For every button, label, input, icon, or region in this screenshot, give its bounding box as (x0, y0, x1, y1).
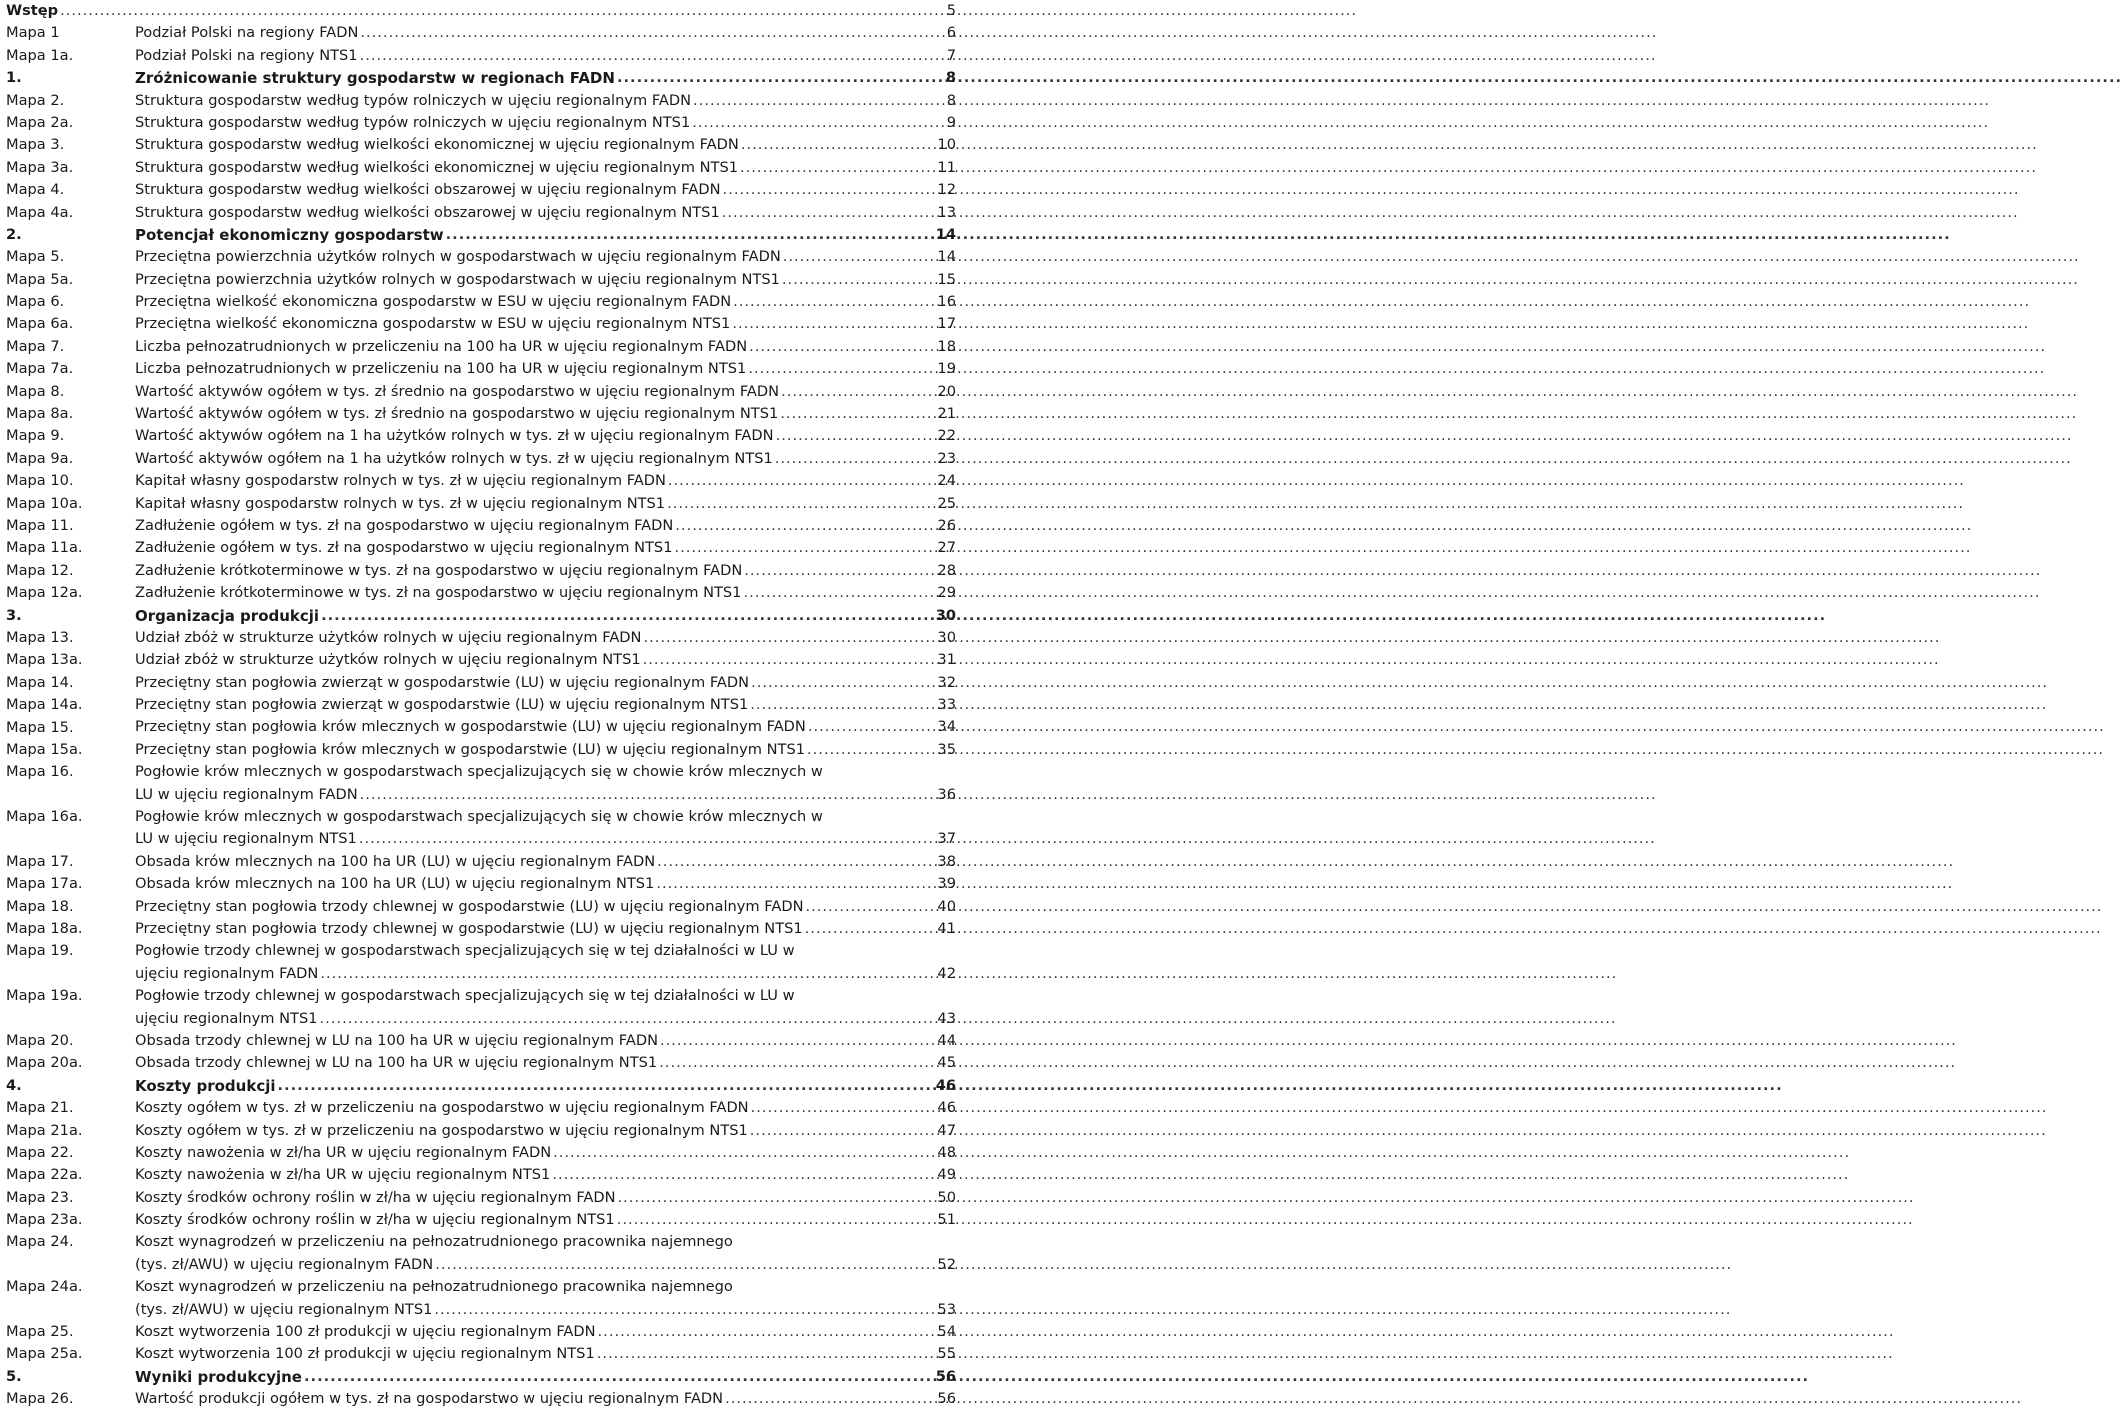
toc-chapter-heading[interactable] (0, 224, 960, 246)
toc-entry-label: Mapa 9a. (6, 449, 74, 467)
toc-entry-title: Pogłowie krów mlecznych w gospodarstwach specjalizujących się w chowie krów mlecznych w (135, 808, 823, 826)
toc-page-number: 7 (946, 46, 956, 64)
toc-entry-label: Mapa 6a. (6, 315, 74, 333)
toc-entry-label: Mapa 12. (6, 561, 74, 579)
dot-leader (360, 22, 944, 44)
toc-map-entry[interactable] (0, 269, 960, 291)
toc-entry-title: Zadłużenie krótkoterminowe w tys. zł na gospodarstwo w ujęciu regionalnym FADN (135, 561, 743, 579)
dot-leader (741, 134, 936, 156)
toc-page-number: 8 (945, 69, 956, 87)
toc-chapter-heading[interactable] (0, 67, 960, 89)
dot-leader (748, 358, 935, 380)
toc-page-number: 19 (937, 360, 956, 378)
toc-entry-label: Mapa 22a. (6, 1166, 83, 1184)
toc-entry-label: Mapa 8. (6, 382, 65, 400)
toc-entry-title: Przeciętna powierzchnia użytków rolnych w gospodarstwach w ujęciu regionalnym FADN (135, 248, 781, 266)
dot-leader (598, 1321, 936, 1343)
toc-page-number: 50 (937, 1188, 956, 1206)
toc-entry-title: Wartość aktywów ogółem w tys. zł średnio na gospodarstwo w ujęciu regionalnym NTS1 (135, 405, 779, 423)
toc-entry-label: 2. (6, 225, 22, 243)
toc-map-entry[interactable] (0, 358, 960, 380)
toc-map-entry[interactable] (0, 873, 960, 895)
toc-map-entry[interactable] (0, 381, 960, 403)
toc-map-entry[interactable] (0, 649, 960, 671)
toc-page-number: 15 (937, 270, 956, 288)
dot-leader (360, 45, 945, 67)
toc-entry-title: Podział Polski na regiony FADN (135, 24, 359, 42)
toc-page-number: 48 (937, 1143, 956, 1161)
toc-entry-label: Mapa 18a. (6, 920, 83, 938)
toc-map-entry[interactable] (0, 313, 960, 335)
toc-entry-title: Liczba pełnozatrudnionych w przeliczeniu na 100 ha UR w ujęciu regionalnym FADN (135, 337, 748, 355)
toc-entry-title: Koszty nawożenia w zł/ha UR w ujęciu regionalnym NTS1 (135, 1166, 551, 1184)
dot-leader (744, 560, 935, 582)
dot-leader (60, 0, 945, 22)
toc-map-entry[interactable] (0, 1231, 960, 1276)
dot-leader (435, 1254, 935, 1276)
toc-map-entry[interactable] (0, 246, 960, 268)
toc-map-entry[interactable] (0, 806, 960, 851)
dot-leader (656, 873, 935, 895)
toc-page-number: 44 (937, 1031, 956, 1049)
toc-entry-label: Mapa 3a. (6, 158, 74, 176)
toc-page-number: 6 (946, 24, 956, 42)
toc-page-number: 12 (937, 181, 956, 199)
toc-chapter-heading[interactable] (0, 1366, 960, 1388)
toc-entry-label: Mapa 15. (6, 718, 74, 736)
toc-entry-title: Przeciętny stan pogłowia krów mlecznych w gospodarstwie (LU) w ujęciu regionalnym FADN (135, 718, 806, 736)
toc-entry-title: Podział Polski na regiony NTS1 (135, 46, 358, 64)
toc-map-entry[interactable] (0, 1276, 960, 1321)
dot-leader (723, 179, 936, 201)
toc-map-entry[interactable] (0, 1164, 960, 1186)
dot-leader (660, 1030, 935, 1052)
dot-leader (278, 1075, 934, 1097)
toc-entry-title: Obsada krów mlecznych na 100 ha UR (LU) w ujęciu regionalnym FADN (135, 852, 656, 870)
toc-entry-title: Koszt wynagrodzeń w przeliczeniu na pełnozatrudnionego pracownika najemnego (135, 1278, 733, 1296)
toc-entry-label: Mapa 13. (6, 628, 74, 646)
toc-page-number: 37 (937, 830, 956, 848)
dot-leader (446, 224, 934, 246)
toc-entry-title: Zadłużenie ogółem w tys. zł na gospodarstwo w ujęciu regionalnym FADN (135, 516, 674, 534)
toc-map-entry[interactable] (0, 851, 960, 873)
dot-leader (668, 470, 936, 492)
toc-entry-title: Przeciętny stan pogłowia zwierząt w gospodarstwie (LU) w ujęciu regionalnym FADN (135, 673, 750, 691)
toc-entry-title: Struktura gospodarstw według wielkości ekonomicznej w ujęciu regionalnym FADN (135, 136, 739, 154)
dot-leader (304, 1366, 934, 1388)
toc-entry-title: Zadłużenie ogółem w tys. zł na gospodarstwo w ujęciu regionalnym NTS1 (135, 539, 673, 557)
toc-map-entry[interactable] (0, 1209, 960, 1231)
toc-map-entry[interactable] (0, 90, 960, 112)
toc-page-number: 31 (937, 651, 956, 669)
toc-entry-label: 1. (6, 69, 22, 87)
toc-map-entry[interactable] (0, 560, 960, 582)
toc-map-entry[interactable] (0, 1343, 960, 1365)
toc-chapter-heading[interactable] (0, 605, 960, 627)
toc-entry-title-continued: ujęciu regionalnym FADN (135, 964, 319, 982)
dot-leader (750, 694, 935, 716)
toc-page-number: 5 (946, 1, 956, 19)
toc-map-entry[interactable] (0, 1321, 960, 1343)
toc-page-number: 22 (937, 427, 956, 445)
toc-entry-title: Udział zbóż w strukturze użytków rolnych w ujęciu regionalnym FADN (135, 628, 642, 646)
toc-entry-title: Wstęp (6, 1, 59, 19)
toc-entry-label: Mapa 14. (6, 673, 74, 691)
toc-page-number: 40 (937, 897, 956, 915)
dot-leader (692, 112, 944, 134)
dot-leader (750, 1120, 936, 1142)
toc-entry-label: Mapa 24a. (6, 1278, 83, 1296)
toc-entry-title: Koszty nawożenia w zł/ha UR w ujęciu regionalnym FADN (135, 1143, 552, 1161)
toc-page-number: 46 (935, 1076, 956, 1094)
toc-entry-label: Mapa 22. (6, 1143, 74, 1161)
toc-page-number: 10 (937, 136, 956, 154)
toc-page-number: 14 (937, 248, 956, 266)
toc-map-entry[interactable] (0, 627, 960, 649)
toc-map-entry[interactable] (0, 470, 960, 492)
dot-leader (743, 582, 935, 604)
toc-entry-label: Mapa 6. (6, 293, 65, 311)
dot-leader (657, 851, 935, 873)
dot-leader (781, 381, 935, 403)
toc-page-number: 32 (937, 673, 956, 691)
toc-page-number: 39 (937, 875, 956, 893)
dot-leader (434, 1299, 935, 1321)
toc-entry-label: Mapa 11. (6, 516, 74, 534)
toc-page-number: 9 (946, 113, 956, 131)
toc-entry-title: Przeciętny stan pogłowia trzody chlewnej w gospodarstwie (LU) w ujęciu regionalnym NTS1 (135, 920, 803, 937)
toc-entry-label: Mapa 7. (6, 337, 65, 355)
dot-leader (659, 1052, 935, 1074)
toc-entry-title: Kapitał własny gospodarstw rolnych w tys. zł w ujęciu regionalnym FADN (135, 472, 666, 490)
toc-page-number: 20 (937, 382, 956, 400)
toc-entry-label: Mapa 14a. (6, 696, 83, 714)
toc-map-entry[interactable] (0, 1052, 960, 1074)
dot-leader (597, 1343, 936, 1365)
toc-entry-title: Struktura gospodarstw według wielkości ekonomicznej w ujęciu regionalnym NTS1 (135, 158, 739, 176)
toc-entry-title: Przeciętny stan pogłowia krów mlecznych w gospodarstwie (LU) w ujęciu regionalnym NTS1 (135, 740, 806, 758)
toc-page-number: 45 (937, 1054, 956, 1072)
toc-entry-label: Mapa 1a. (6, 46, 74, 64)
toc-entry-title: Zadłużenie krótkoterminowe w tys. zł na gospodarstwo w ujęciu regionalnym NTS1 (135, 584, 742, 602)
toc-entry-label: Mapa 5a. (6, 270, 74, 288)
toc-page-number: 30 (937, 628, 956, 646)
toc-entry-label: Mapa 23a. (6, 1211, 83, 1229)
dot-leader (776, 425, 936, 447)
toc-page-number: 36 (937, 785, 956, 803)
dot-leader (805, 896, 935, 918)
dot-leader (780, 403, 935, 425)
toc-entry-title-continued: LU w ujęciu regionalnym FADN (135, 785, 358, 803)
toc-entry-label: Mapa 12a. (6, 584, 83, 602)
toc-map-entry[interactable] (0, 22, 960, 44)
toc-entry-title: Kapitał własny gospodarstw rolnych w tys. zł w ujęciu regionalnym NTS1 (135, 494, 666, 512)
toc-entry-label: Mapa 3. (6, 136, 65, 154)
toc-page-number: 34 (937, 718, 956, 736)
toc-entry-label: Mapa 17. (6, 852, 74, 870)
dot-leader (751, 672, 935, 694)
toc-entry-title-continued: ujęciu regionalnym NTS1 (135, 1009, 318, 1027)
toc-entry-title: Wartość aktywów ogółem na 1 ha użytków rolnych w tys. zł w ujęciu regionalnym NTS1 (135, 449, 773, 467)
toc-map-entry[interactable] (0, 291, 960, 313)
toc-entry-title: Wyniki produkcyjne (135, 1367, 302, 1386)
toc-entry-label: Mapa 10a. (6, 494, 83, 512)
toc-entry-title: Koszty środków ochrony roślin w zł/ha w ujęciu regionalnym NTS1 (135, 1211, 615, 1229)
toc-page-number: 56 (935, 1367, 956, 1385)
toc-entry-label: Mapa 20. (6, 1031, 74, 1049)
dot-leader (643, 649, 936, 671)
toc-entry-label: Mapa 2a. (6, 113, 74, 131)
dot-leader (722, 202, 936, 224)
toc-map-entry[interactable] (0, 940, 960, 985)
toc-page-number: 14 (935, 225, 956, 243)
toc-entry-title: Udział zbóż w strukturze użytków rolnych w ujęciu regionalnym NTS1 (135, 651, 641, 669)
toc-page-number: 28 (937, 561, 956, 579)
toc-entry-title: Koszty ogółem w tys. zł w przeliczeniu na gospodarstwo w ujęciu regionalnym FADN (135, 1099, 749, 1117)
toc-entry-title: Wartość produkcji ogółem w tys. zł na gospodarstwo w ujęciu regionalnym FADN (135, 1390, 724, 1408)
toc-map-entry[interactable] (0, 1097, 960, 1119)
toc-page-number: 30 (935, 606, 956, 624)
toc-map-entry[interactable] (0, 694, 960, 716)
toc-entry-title: Koszty ogółem w tys. zł w przeliczeniu na gospodarstwo w ujęciu regionalnym NTS1 (135, 1121, 748, 1139)
toc-entry-title: Struktura gospodarstw według wielkości obszarowej w ujęciu regionalnym NTS1 (135, 203, 720, 221)
toc-entry-title: Koszt wytworzenia 100 zł produkcji w ujęciu regionalnym NTS1 (135, 1345, 595, 1363)
toc-page-number: 49 (937, 1166, 956, 1184)
toc-entry-title: Potencjał ekonomiczny gospodarstw (135, 225, 444, 244)
toc-entry-title: Zróżnicowanie struktury gospodarstw w regionach FADN (135, 69, 615, 88)
toc-map-entry[interactable] (0, 1120, 960, 1142)
toc-entry-title: Przeciętny stan pogłowia trzody chlewnej w gospodarstwie (LU) w ujęciu regionalnym FADN (135, 897, 804, 915)
toc-entry-label: Mapa 20a. (6, 1054, 83, 1072)
dot-leader (360, 784, 936, 806)
toc-entry-label: Mapa 15a. (6, 740, 83, 758)
toc-entry-title: Koszty produkcji (135, 1076, 276, 1095)
toc-map-entry[interactable] (0, 112, 960, 134)
toc-map-entry[interactable] (0, 672, 960, 694)
toc-entry-title: Wartość aktywów ogółem na 1 ha użytków rolnych w tys. zł w ujęciu regionalnym FADN (135, 427, 774, 445)
toc-entry-label: Mapa 16a. (6, 808, 83, 826)
toc-entry-label: Mapa 9. (6, 427, 65, 445)
toc-entry-label: Mapa 17a. (6, 875, 83, 893)
toc-map-entry[interactable] (0, 403, 960, 425)
toc-page-number: 16 (937, 293, 956, 311)
dot-leader (320, 963, 935, 985)
toc-entry-label: Mapa 10. (6, 472, 74, 490)
toc-page-number: 47 (937, 1121, 956, 1139)
dot-leader (321, 605, 934, 627)
toc-page-number: 53 (937, 1300, 956, 1318)
toc-entry-label: Mapa 25. (6, 1323, 74, 1341)
table-of-contents (0, 0, 960, 1411)
toc-map-entry[interactable] (0, 425, 960, 447)
dot-leader (617, 67, 944, 89)
dot-leader (552, 1164, 935, 1186)
toc-entry-title: Pogłowie trzody chlewnej w gospodarstwach specjalizujących się w tej działalności w LU w (135, 942, 795, 960)
toc-entry-title: Koszt wytworzenia 100 zł produkcji w ujęciu regionalnym FADN (135, 1323, 596, 1341)
toc-entry-label: Mapa 11a. (6, 539, 83, 557)
dot-leader (617, 1209, 936, 1231)
dot-leader (805, 918, 936, 940)
toc-entry-title: Struktura gospodarstw według wielkości obszarowej w ujęciu regionalnym FADN (135, 181, 721, 199)
toc-map-entry[interactable] (0, 717, 960, 739)
toc-entry-title: Organizacja produkcji (135, 606, 320, 625)
toc-entry-label: 4. (6, 1076, 22, 1094)
toc-map-entry[interactable] (0, 582, 960, 604)
toc-page-number: 43 (937, 1009, 956, 1027)
toc-entry-title: Obsada trzody chlewnej w LU na 100 ha UR w ujęciu regionalnym FADN (135, 1031, 658, 1049)
toc-page-number: 8 (946, 91, 956, 109)
dot-leader (320, 1008, 936, 1030)
toc-entry-label: Mapa 5. (6, 248, 65, 266)
toc-entry-title: Struktura gospodarstw według typów rolniczych w ujęciu regionalnym NTS1 (135, 113, 691, 131)
toc-entry-title: Koszt wynagrodzeń w przeliczeniu na pełnozatrudnionego pracownika najemnego (135, 1233, 733, 1251)
toc-page-number: 35 (937, 740, 956, 758)
dot-leader (667, 493, 935, 515)
dot-leader (643, 627, 935, 649)
toc-map-entry[interactable] (0, 157, 960, 179)
toc-map-entry[interactable] (0, 336, 960, 358)
dot-leader (725, 1388, 935, 1410)
dot-leader (782, 269, 936, 291)
dot-leader (359, 828, 936, 850)
toc-page-number: 55 (937, 1345, 956, 1363)
toc-map-entry[interactable] (0, 739, 960, 761)
dot-leader (618, 1187, 936, 1209)
toc-page-number: 26 (937, 516, 956, 534)
toc-entry-label: Mapa 7a. (6, 360, 74, 378)
toc-map-entry[interactable] (0, 202, 960, 224)
toc-entry-title: Obsada trzody chlewnej w LU na 100 ha UR w ujęciu regionalnym NTS1 (135, 1054, 658, 1072)
toc-entry-title-continued: (tys. zł/AWU) w ujęciu regionalnym NTS1 (135, 1300, 433, 1318)
toc-page-number: 54 (937, 1323, 956, 1341)
toc-page-number: 24 (937, 472, 956, 490)
toc-page-number: 33 (937, 696, 956, 714)
toc-map-entry[interactable] (0, 1187, 960, 1209)
toc-entry-title: Przeciętny stan pogłowia zwierząt w gospodarstwie (LU) w ujęciu regionalnym NTS1 (135, 696, 749, 714)
toc-map-entry[interactable] (0, 761, 960, 806)
toc-entry-title-continued: (tys. zł/AWU) w ujęciu regionalnym FADN (135, 1255, 434, 1273)
toc-map-entry[interactable] (0, 179, 960, 201)
toc-entry-label: Mapa 25a. (6, 1345, 83, 1363)
toc-page-number: 13 (937, 203, 956, 221)
dot-leader (783, 246, 936, 268)
toc-entry-title: Koszty środków ochrony roślin w zł/ha w ujęciu regionalnym FADN (135, 1188, 616, 1206)
dot-leader (740, 157, 935, 179)
toc-map-entry[interactable] (0, 1388, 960, 1410)
toc-entry-label: Mapa 19a. (6, 987, 83, 1005)
dot-leader (807, 739, 935, 761)
toc-entry-label: Mapa 24. (6, 1233, 74, 1251)
toc-entry-title: Wartość aktywów ogółem w tys. zł średnio na gospodarstwo w ujęciu regionalnym FADN (135, 382, 780, 400)
toc-page-number: 11 (937, 158, 956, 176)
toc-entry-label: 3. (6, 606, 22, 624)
dot-leader (693, 90, 945, 112)
toc-entry-title: Liczba pełnozatrudnionych w przeliczeniu na 100 ha UR w ujęciu regionalnym NTS1 (135, 360, 747, 378)
dot-leader (675, 515, 935, 537)
toc-entry-label: Mapa 26. (6, 1390, 74, 1408)
toc-entry-title: Przeciętna wielkość ekonomiczna gospodarstw w ESU w ujęciu regionalnym NTS1 (135, 315, 731, 333)
dot-leader (674, 537, 935, 559)
toc-page-number: 18 (937, 337, 956, 355)
toc-entry-label: Mapa 21a. (6, 1121, 83, 1139)
toc-entry-label: Mapa 2. (6, 91, 65, 109)
dot-leader (808, 716, 936, 738)
toc-page-number: 46 (937, 1099, 956, 1117)
toc-map-entry[interactable] (0, 45, 960, 67)
toc-map-entry[interactable] (0, 448, 960, 470)
toc-page-number: 42 (937, 964, 956, 982)
dot-leader (733, 291, 935, 313)
dot-leader (751, 1097, 936, 1119)
toc-page-number: 38 (937, 852, 956, 870)
toc-page-number: 29 (937, 584, 956, 602)
toc-map-entry[interactable] (0, 1142, 960, 1164)
toc-entry-title-continued: LU w ujęciu regionalnym NTS1 (135, 830, 357, 848)
toc-page-number: 41 (937, 920, 956, 937)
toc-page-number: 51 (937, 1211, 956, 1229)
toc-page-number: 21 (937, 405, 956, 423)
toc-chapter-heading[interactable] (0, 1075, 960, 1097)
toc-entry-title: Pogłowie krów mlecznych w gospodarstwach specjalizujących się w chowie krów mlecznych w (135, 763, 823, 781)
toc-entry-title: Struktura gospodarstw według typów rolniczych w ujęciu regionalnym FADN (135, 91, 692, 109)
toc-map-entry[interactable] (0, 134, 960, 156)
toc-map-entry[interactable] (0, 515, 960, 537)
toc-entry-title: Przeciętna powierzchnia użytków rolnych w gospodarstwach w ujęciu regionalnym NTS1 (135, 270, 780, 288)
toc-map-entry[interactable] (0, 493, 960, 515)
toc-entry-label: Mapa 1 (6, 24, 60, 42)
toc-entry-title: Przeciętna wielkość ekonomiczna gospodarstw w ESU w ujęciu regionalnym FADN (135, 293, 732, 311)
toc-entry-label: Mapa 13a. (6, 651, 83, 669)
toc-page-number: 56 (937, 1390, 956, 1408)
toc-entry-label: Mapa 4. (6, 181, 65, 199)
dot-leader (775, 448, 936, 470)
toc-entry-label: 5. (6, 1367, 22, 1385)
toc-map-entry[interactable] (0, 896, 960, 918)
toc-page-number: 17 (937, 315, 956, 333)
dot-leader (749, 336, 935, 358)
toc-page-number: 25 (937, 494, 956, 512)
toc-entry-title: Pogłowie trzody chlewnej w gospodarstwach specjalizujących się w tej działalności w LU w (135, 987, 795, 1005)
toc-map-entry[interactable] (0, 537, 960, 559)
toc-page-number: 27 (937, 539, 956, 557)
toc-map-entry[interactable] (0, 1030, 960, 1052)
toc-page-number: 52 (937, 1255, 956, 1273)
toc-entry-label: Mapa 23. (6, 1188, 74, 1206)
toc-entry-label: Mapa 8a. (6, 405, 74, 423)
toc-entry-label: Mapa 21. (6, 1099, 74, 1117)
toc-map-entry[interactable] (0, 985, 960, 1030)
toc-map-entry[interactable] (0, 918, 960, 940)
toc-page-number: 23 (937, 449, 956, 467)
dot-leader (553, 1142, 935, 1164)
toc-entry-label: Mapa 19. (6, 942, 74, 960)
dot-leader (732, 313, 935, 335)
toc-entry-label: Mapa 18. (6, 897, 74, 915)
toc-entry-label: Mapa 16. (6, 763, 74, 781)
toc-entry-label: Mapa 4a. (6, 203, 74, 221)
toc-intro-entry[interactable] (0, 0, 960, 22)
toc-entry-title: Obsada krów mlecznych na 100 ha UR (LU) w ujęciu regionalnym NTS1 (135, 875, 655, 893)
